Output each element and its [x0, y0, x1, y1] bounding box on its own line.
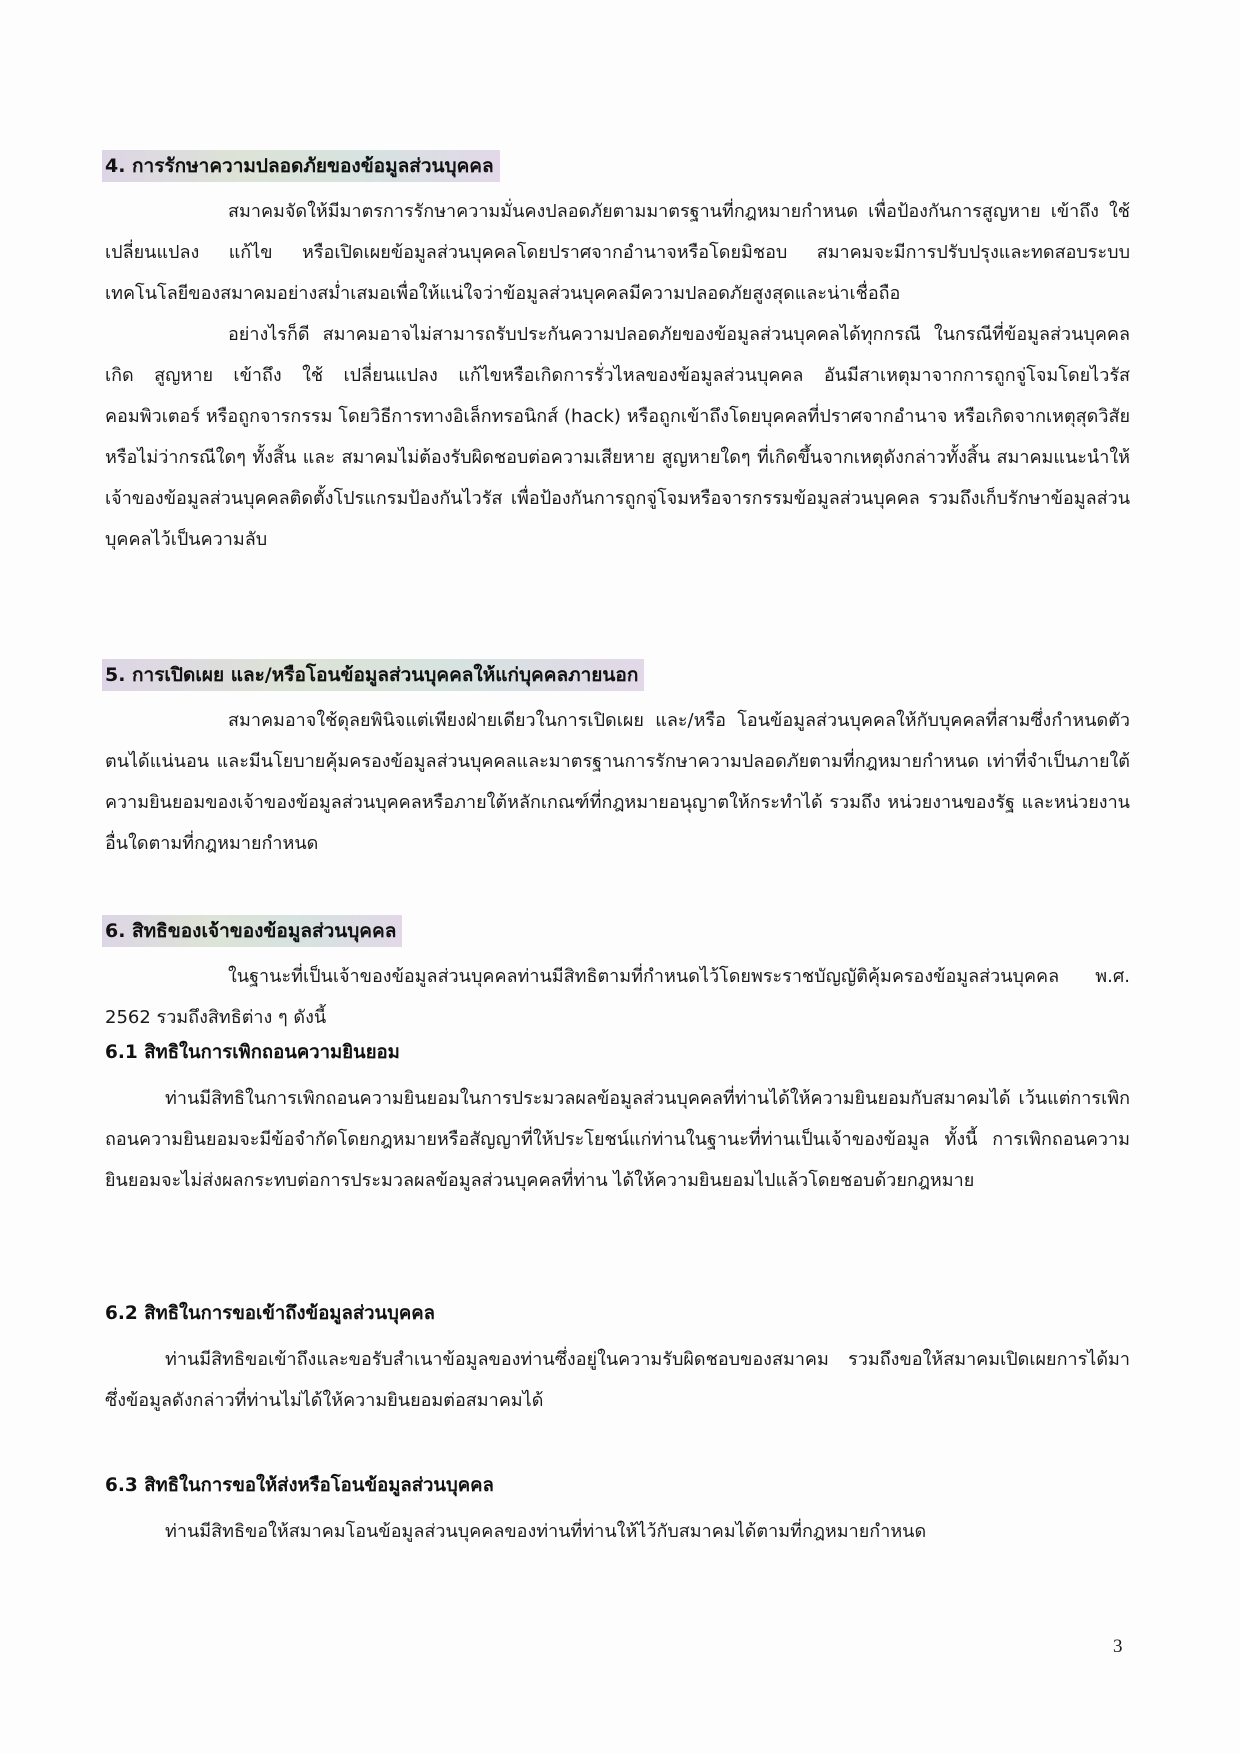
section-5-paragraph-1: สมาคมอาจใช้ดุลยพินิจแต่เพียงฝ่ายเดียวในการเปิดเผย และ/หรือ โอนข้อมูลส่วนบุคคลให้กับบุคคลที่สามซึ่งกำหนดตัวตนได้แน่นอน และมีนโยบายคุ้มครองข้อมูลส่วนบุคคลและมาตรฐานการรักษาความปลอดภัยตามที่กฎหมายกำหนด เท่าที่จำเป็นภายใต้ความยินยอมของเจ้าของข้อมูลส่วนบุคคลหรือภายใต้หลักเกณฑ์ที่กฎหมายอนุญาตให้กระทำได้ รวมถึง หน่วยงานของรัฐ และหน่วยงานอื่นใดตามที่กฎหมายกำหนด	[105, 710, 1130, 854]
subsection-6-2	[105, 1298, 1130, 1421]
subsection-6-3-text: ท่านมีสิทธิขอให้สมาคมโอนข้อมูลส่วนบุคคลของท่านที่ท่านให้ไว้กับสมาคมได้ตามที่กฎหมายกำหนด	[165, 1521, 927, 1542]
subsection-6-2-heading: 6.2 สิทธิในการขอเข้าถึงข้อมูลส่วนบุคคล	[105, 1303, 435, 1324]
section-4-heading: 4. การรักษาความปลอดภัยของข้อมูลส่วนบุคคล	[102, 150, 500, 182]
subsection-6-3	[105, 1470, 1130, 1552]
page-number: 3	[1113, 1636, 1123, 1657]
section-6-heading: 6. สิทธิของเจ้าของข้อมูลส่วนบุคคล	[102, 915, 402, 947]
section-4	[105, 150, 1130, 560]
section-4-paragraph-1: สมาคมจัดให้มีมาตรการรักษาความมั่นคงปลอดภัยตามมาตรฐานที่กฎหมายกำหนด เพื่อป้องกันการสูญหาย เข้าถึง ใช้ เปลี่ยนแปลง แก้ไข หรือเปิดเผยข้อมูลส่วนบุคคลโดยปราศจากอำนาจหรือโดยมิชอบ สมาคมจะมีการปรับปรุงและทดสอบระบบเทคโนโลยีของสมาคมอย่างสม่ำเสมอเพื่อให้แน่ใจว่าข้อมูลส่วนบุคคลมีความปลอดภัยสูงสุดและน่าเชื่อถือ	[105, 201, 1130, 304]
subsection-6-2-text: ท่านมีสิทธิขอเข้าถึงและขอรับสำเนาข้อมูลของท่านซึ่งอยู่ในความรับผิดชอบของสมาคม รวมถึงขอให้สมาคมเปิดเผยการได้มาซึ่งข้อมูลดังกล่าวที่ท่านไม่ได้ให้ความยินยอมต่อสมาคมได้	[105, 1349, 1130, 1411]
subsection-6-1	[105, 1037, 1130, 1201]
subsection-6-1-heading: 6.1 สิทธิในการเพิกถอนความยินยอม	[105, 1042, 400, 1063]
section-6-intro: ในฐานะที่เป็นเจ้าของข้อมูลส่วนบุคคลท่านมีสิทธิตามที่กำหนดไว้โดยพระราชบัญญัติคุ้มครองข้อมูลส่วนบุคคล พ.ศ. 2562 รวมถึงสิทธิต่าง ๆ ดังนี้	[105, 966, 1130, 1028]
subsection-6-3-heading: 6.3 สิทธิในการขอให้ส่งหรือโอนข้อมูลส่วนบุคคล	[105, 1475, 494, 1496]
subsection-6-1-text: ท่านมีสิทธิในการเพิกถอนความยินยอมในการประมวลผลข้อมูลส่วนบุคคลที่ท่านได้ให้ความยินยอมกับสมาคมได้ เว้นแต่การเพิกถอนความยินยอมจะมีข้อจำกัดโดยกฎหมายหรือสัญญาที่ให้ประโยชน์แก่ท่านในฐานะที่ท่านเป็นเจ้าของข้อมูล ทั้งนี้ การเพิกถอนความยินยอมจะไม่ส่งผลกระทบต่อการประมวลผลข้อมูลส่วนบุคคลที่ท่าน ได้ให้ความยินยอมไปแล้วโดยชอบด้วยกฎหมาย	[105, 1088, 1130, 1191]
section-5-heading: 5. การเปิดเผย และ/หรือโอนข้อมูลส่วนบุคคลให้แก่บุคคลภายนอก	[102, 659, 644, 691]
section-5	[105, 659, 1130, 864]
section-4-paragraph-2: อย่างไรก็ดี สมาคมอาจไม่สามารถรับประกันความปลอดภัยของข้อมูลส่วนบุคคลได้ทุกกรณี ในกรณีที่ข้อมูลส่วนบุคคลเกิด สูญหาย เข้าถึง ใช้ เปลี่ยนแปลง แก้ไขหรือเกิดการรั่วไหลของข้อมูลส่วนบุคคล อันมีสาเหตุมาจากการถูกจู่โจมโดยไวรัสคอมพิวเตอร์ หรือถูกจารกรรม โดยวิธีการทางอิเล็กทรอนิกส์ (hack) หรือถูกเข้าถึงโดยบุคคลที่ปราศจากอำนาจ หรือเกิดจากเหตุสุดวิสัย หรือไม่ว่ากรณีใดๆ ทั้งสิ้น และ สมาคมไม่ต้องรับผิดชอบต่อความเสียหาย สูญหายใดๆ ที่เกิดขึ้นจากเหตุดังกล่าวทั้งสิ้น สมาคมแนะนำให้เจ้าของข้อมูลส่วนบุคคลติดตั้งโปรแกรมป้องกันไวรัส เพื่อป้องกันการถูกจู่โจมหรือจารกรรมข้อมูลส่วนบุคคล รวมถึงเก็บรักษาข้อมูลส่วนบุคคลไว้เป็นความลับ	[105, 324, 1130, 550]
section-6	[105, 915, 1130, 1038]
